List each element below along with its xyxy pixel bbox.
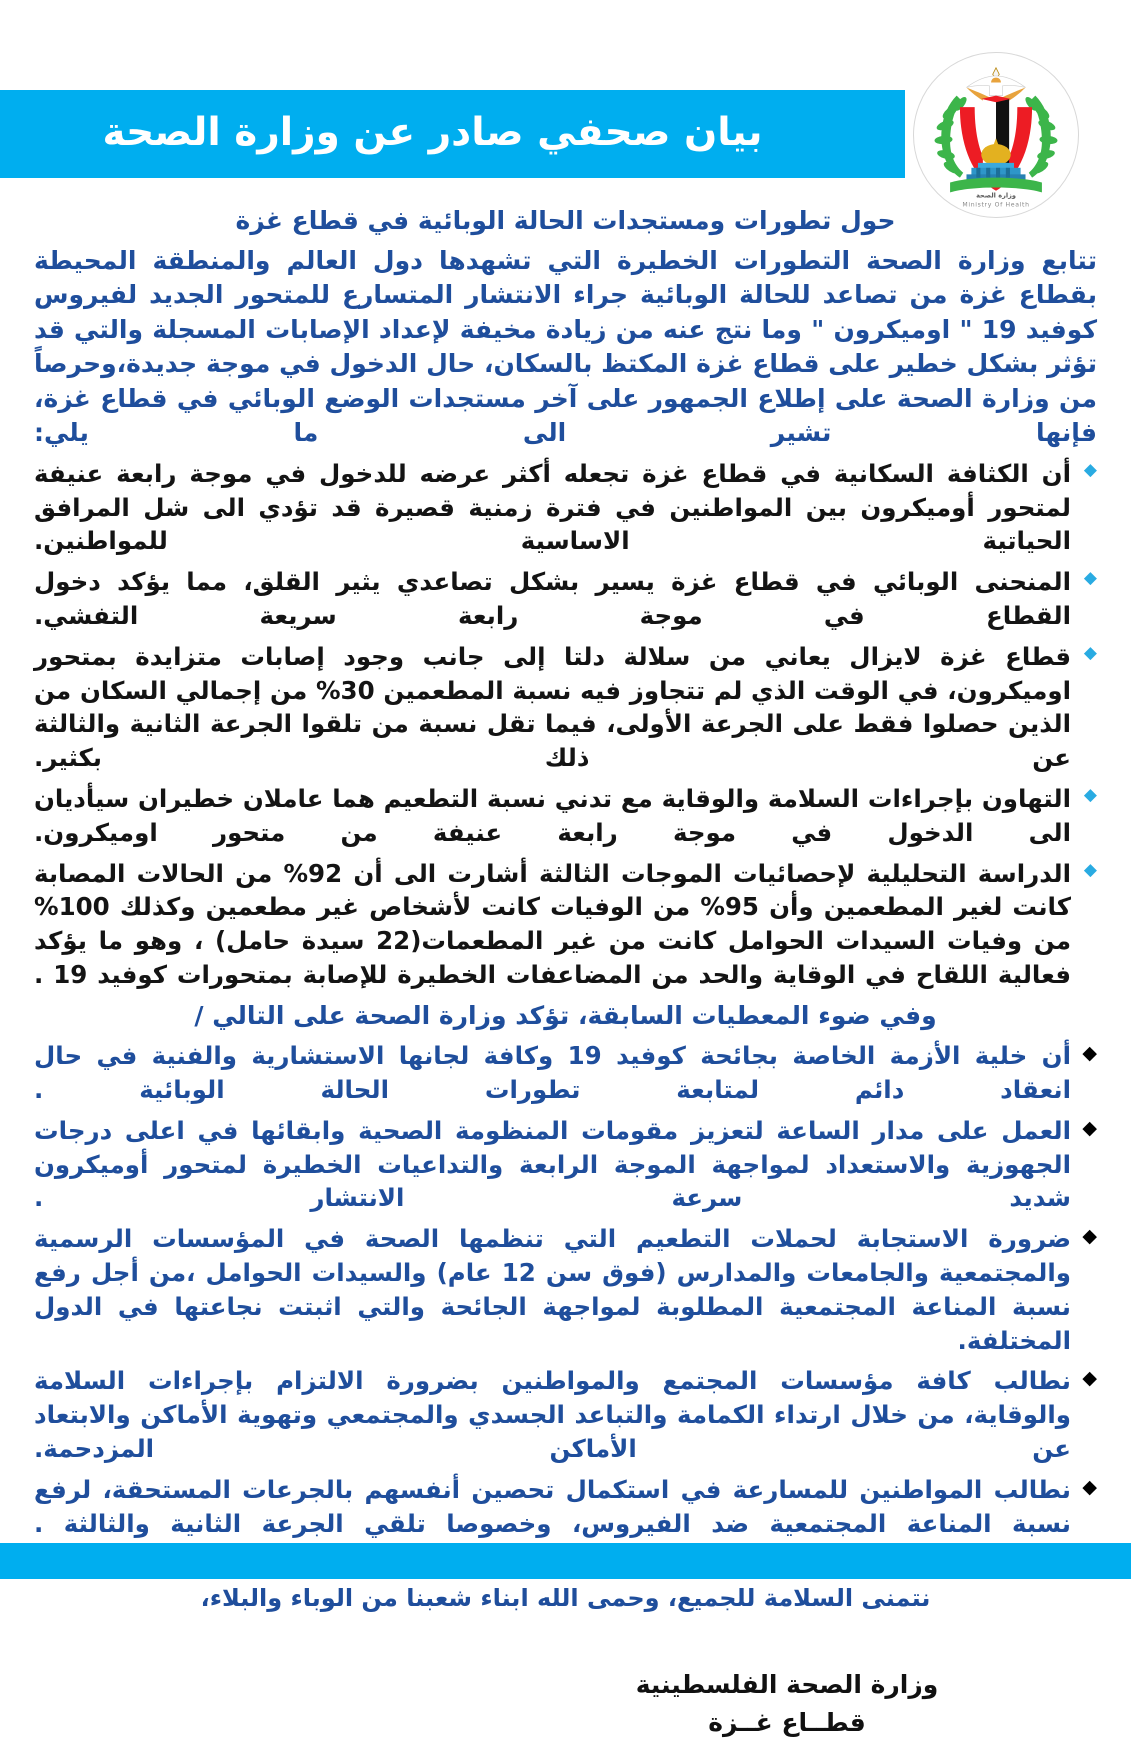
banner-title: بيان صحفي صادر عن وزارة الصحة [102, 109, 763, 155]
list-item [34, 1114, 1097, 1215]
signature-ministry: وزارة الصحة الفلسطينية [635, 1670, 939, 1700]
footer-banner [0, 1543, 1131, 1579]
list-item [34, 857, 1097, 992]
diamond-bullet-icon: ◆ [1083, 568, 1097, 589]
list-item-text: قطاع غزة لايزال يعاني من سلالة دلتا إلى جانب وجود إصابات متزايدة بمتحور اوميكرون، في الوقت الذي لم تتجاوز فيه نسبة المطعمين 30% من إجمالي السكان من الذين حصلوا فقط على الجرعة الأولى، فيما تقل نسبة من تلقوا الجرعة الثانية والثالثة عن ذلك بكثير. [34, 641, 1071, 773]
list-item-text: العمل على مدار الساعة لتعزيز مقومات المنظومة الصحية وابقائها في اعلى درجات الجهوزية والاستعداد لمواجهة الموجة الرابعة والتداعيات الخطيرة لمتحور أوميكرون شديد سرعة الانتشار . [34, 1115, 1071, 1213]
intro-paragraph: تتابع وزارة الصحة التطورات الخطيرة التي تشهدها دول العالم والمنطقة المحيطة بقطاع غزة من تصاعد للحالة الوبائية جراء الانتشار المتسارع للمتحور الجديد لفيروس كوفيد 19 " اوميكرون " وما نتج عنه من زيادة مخيفة لإعداد الإصابات المسجلة والتي قد تؤثر بشكل خطير على قطاع غزة المكتظ بالسكان، حال الدخول في موجة جديدة،وحرصاً من وزارة الصحة على إطلاع الجمهور على آخر مستجدات الوضع الوبائي في قطاع غزة، فإنها تشير الى ما يلي: [34, 245, 1097, 448]
document-subtitle: حول تطورات ومستجدات الحالة الوبائية في قطاع غزة [235, 206, 896, 235]
list-item-text: أن خلية الأزمة الخاصة بجائحة كوفيد 19 وكافة لجانها الاستشارية والفنية في حال انعقاد دائم لمتابعة تطورات الحالة الوبائية . [34, 1041, 1071, 1104]
list-item [34, 565, 1097, 633]
actions-lead-line: وفي ضوء المعطيات السابقة، تؤكد وزارة الصحة على التالي / [194, 1000, 937, 1030]
list-item-text: نطالب كافة مؤسسات المجتمع والمواطنين بضرورة الالتزام بإجراءات السلامة والوقاية، من خلال ارتداء الكمامة والتباعد الجسدي والمجتمعي وتهوية الأماكن والابتعاد عن الأماكن المزدحمة. [34, 1366, 1071, 1463]
list-item-text: التهاون بإجراءات السلامة والوقاية مع تدني نسبة التطعيم هما عاملان خطيران سيأديان الى الدخول في موجة رابعة عنيفة من متحور اوميكرون. [34, 783, 1071, 847]
diamond-bullet-icon: ◆ [1083, 642, 1097, 663]
ministry-of-health-logo [913, 52, 1079, 218]
diamond-bullet-icon: ◆ [1083, 859, 1097, 880]
diamond-bullet-icon: ◆ [1082, 1225, 1097, 1248]
list-item [34, 1364, 1097, 1465]
diamond-bullet-icon: ◆ [1082, 1042, 1097, 1065]
diamond-bullet-icon: ◆ [1082, 1475, 1097, 1498]
logo-caption-arabic: وزارة الصحة [976, 191, 1016, 200]
list-item [34, 1473, 1097, 1541]
list-item [34, 782, 1097, 850]
signature-region: قطــاع غــزة [708, 1707, 866, 1737]
list-item [34, 640, 1097, 775]
document-body [0, 204, 1131, 1741]
document-header [0, 0, 1131, 209]
list-item-text: المنحنى الوبائي في قطاع غزة يسير بشكل تصاعدي يثير القلق، مما يؤكد دخول القطاع في موجة رابعة سريعة التفشي. [34, 567, 1071, 630]
diamond-bullet-icon: ◆ [1083, 785, 1097, 806]
list-item [34, 1222, 1097, 1357]
list-item-text: ضرورة الاستجابة لحملات التطعيم التي تنظمها الصحة في المؤسسات الرسمية والمجتمعية والجامعات والمدارس (فوق سن 12 عام) والسيدات الحوامل ،من أجل رفع نسبة المناعة المجتمعية المطلوبة لمواجهة الجائحة والتي اثبتت نجاعتها في الدول المختلفة. [34, 1224, 1071, 1355]
diamond-bullet-icon: ◆ [1082, 1116, 1097, 1139]
actions-list [34, 1039, 1097, 1540]
signature-block [477, 1666, 1097, 1741]
list-item [34, 1039, 1097, 1107]
list-item-text: أن الكثافة السكانية في قطاع غزة تجعله أكثر عرضه للدخول في موجة رابعة عنيفة لمتحور أوميكرون بين المواطنين في فترة زمنية قصيرة قد تؤدي الى شل المرافق الحياتية الاساسية للمواطنين. [34, 458, 1071, 556]
logo-caption-english: Ministry Of Health [962, 201, 1030, 209]
list-item-text: نطالب المواطنين للمسارعة في استكمال تحصين أنفسهم بالجرعات المستحقة، لرفع نسبة المناعة المجتمعية ضد الفيروس، وخصوصا تلقي الجرعة الثانية والثالثة . [34, 1474, 1071, 1538]
closing-wish: نتمنى السلامة للجميع، وحمى الله ابناء شعبنا من الوباء والبلاء، [200, 1584, 931, 1613]
findings-list [34, 457, 1097, 992]
list-item [34, 457, 1097, 558]
diamond-bullet-icon: ◆ [1082, 1367, 1097, 1390]
list-item-text: الدراسة التحليلية لإحصائيات الموجات الثالثة أشارت الى أن 92% من الحالات المصابة كانت لغير المطعمين وأن 95% من الوفيات كانت لأشخاص غير مطعمين وكذلك 100% من وفيات السيدات الحوامل كانت من غير المطعمات(22 سيدة حامل) ، وهو ما يؤكد فعالية اللقاح في الوقاية والحد من المضاعفات الخطيرة للإصابة بمتحورات كوفيد 19 . [34, 858, 1072, 989]
header-banner [0, 90, 905, 178]
diamond-bullet-icon: ◆ [1083, 459, 1097, 480]
